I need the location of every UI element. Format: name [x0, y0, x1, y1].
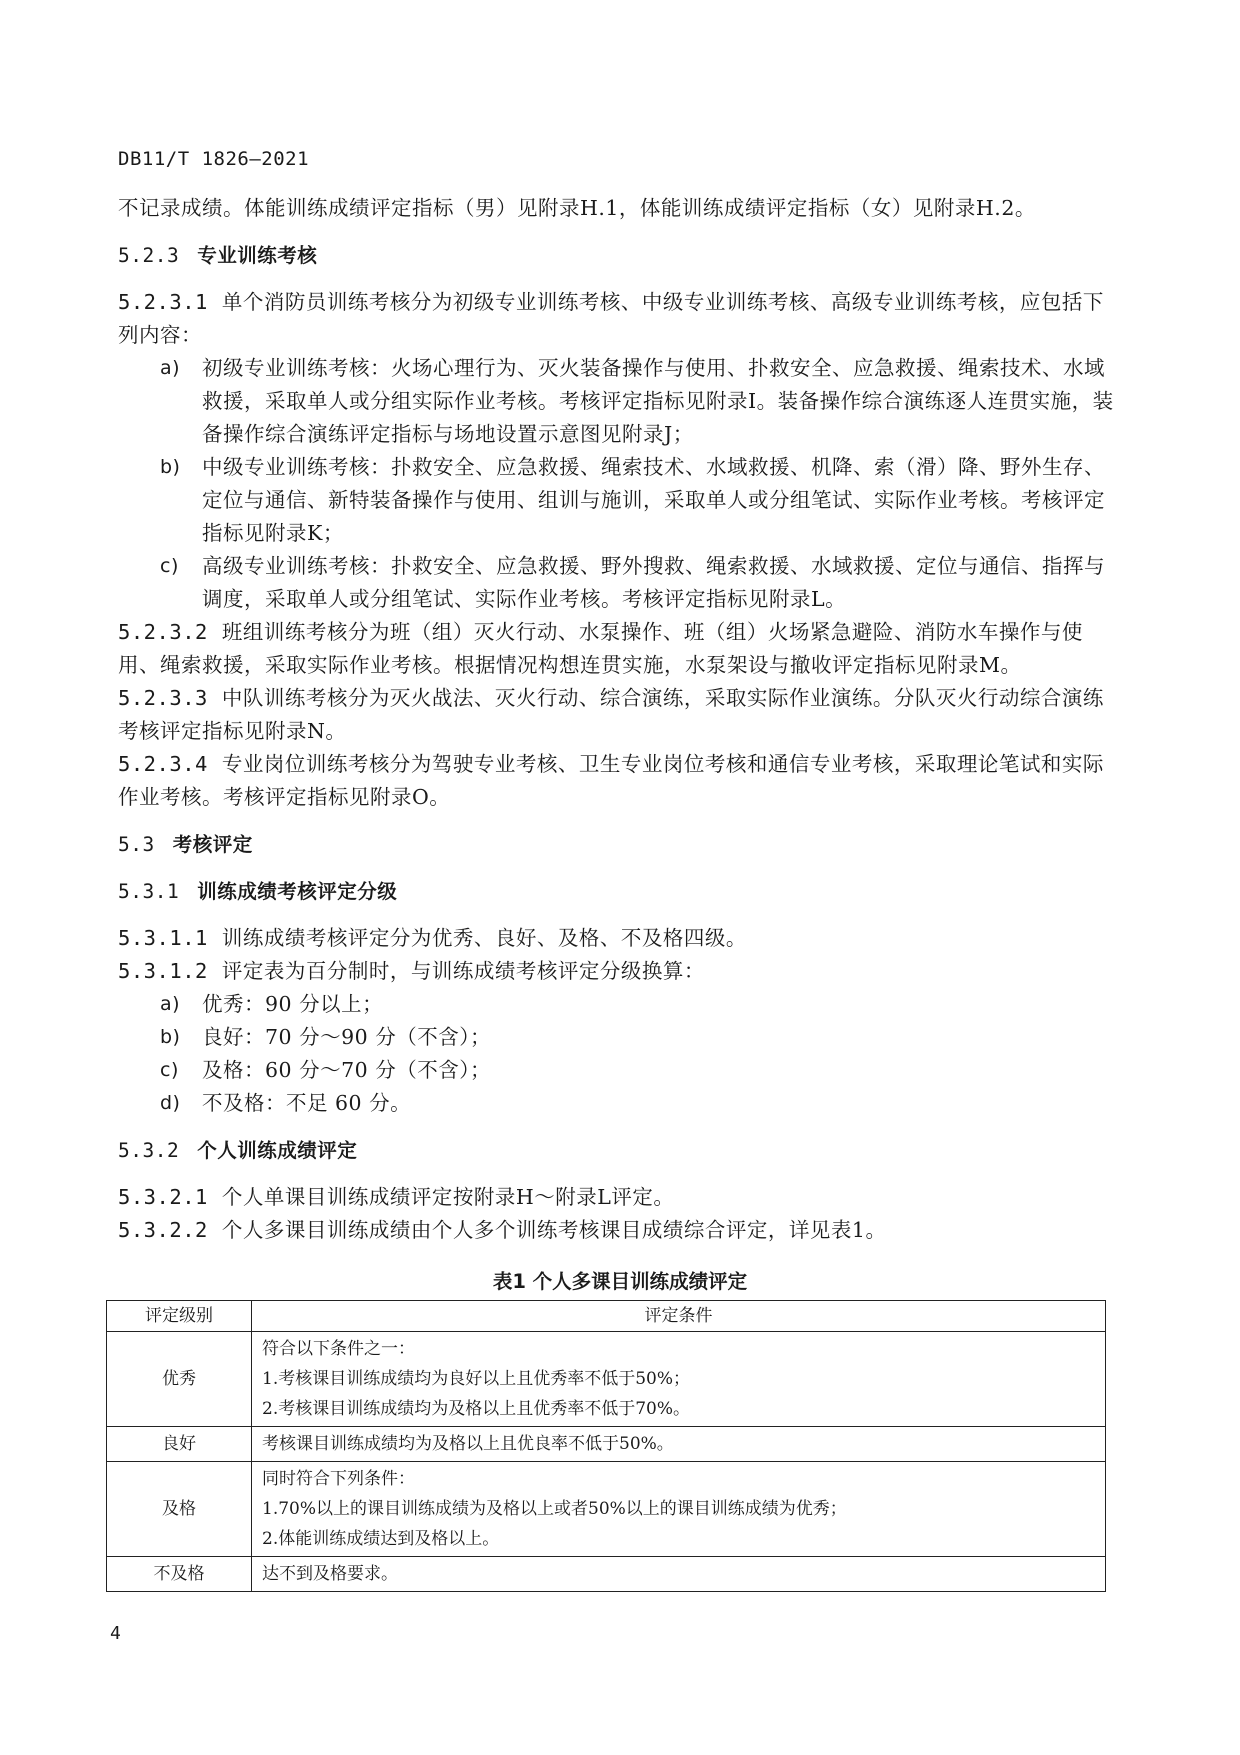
page-number: 4 — [110, 1623, 121, 1644]
clause-number: 5.3.1.2 — [118, 959, 208, 983]
body-text — [118, 192, 1118, 1247]
condition-cell — [252, 1427, 1106, 1462]
clause-text: 个人单课目训练成绩评定按附录H～附录L评定。 — [221, 1185, 675, 1209]
clause-5-2-3-2 — [118, 616, 1118, 682]
intro-line: 不记录成绩。体能训练成绩评定指标（男）见附录H.1，体能训练成绩评定指标（女）见附录H.2。 — [118, 196, 1036, 220]
section-5-2-3-heading — [118, 239, 1118, 272]
condition-line: 1.70%以上的课目训练成绩为及格以上或者50%以上的课目训练成绩为优秀； — [262, 1499, 847, 1519]
condition-line: 1.考核课目训练成绩均为良好以上且优秀率不低于50%； — [262, 1369, 691, 1389]
column-header-level: 评定级别 — [107, 1301, 252, 1332]
clause-number: 5.3.1.1 — [118, 926, 208, 950]
level-cell: 不及格 — [107, 1557, 252, 1592]
clause-number: 5.2.3.2 — [118, 620, 208, 644]
list-marker: a) — [160, 993, 181, 1015]
section-5-3-heading — [118, 828, 1118, 861]
list-item — [160, 550, 1118, 616]
clause-text: 中队训练考核分为灭火战法、灭火行动、综合演练，采取实际作业演练。分队灭火行动综合演练考核评定指标见附录N。 — [118, 686, 1104, 743]
section-number: 5.3.2 — [118, 1139, 180, 1162]
condition-line: 考核课目训练成绩均为及格以上且优良率不低于50%。 — [262, 1434, 674, 1454]
list-item — [160, 1087, 1118, 1120]
clause-text: 专业岗位训练考核分为驾驶专业考核、卫生专业岗位考核和通信专业考核，采取理论笔试和实际作业考核。考核评定指标见附录O。 — [118, 752, 1104, 809]
clause-5-3-2-1 — [118, 1181, 1118, 1214]
list-marker: b) — [160, 1026, 181, 1048]
list-text: 良好：70 分～90 分（不含）； — [202, 1025, 491, 1049]
list-text: 初级专业训练考核：火场心理行为、灭火装备操作与使用、扑救安全、应急救援、绳索技术、水域救援，采取单人或分组实际作业考核。考核评定指标见附录I。装备操作综合演练逐人连贯实施，装备操作综合演练评定指标与场地设置示意图见附录J； — [202, 356, 1114, 446]
list-item — [160, 352, 1118, 451]
condition-cell — [252, 1557, 1106, 1592]
section-number: 5.3.1 — [118, 880, 180, 903]
list-marker: b) — [160, 456, 181, 478]
clause-5-3-2-2 — [118, 1214, 1118, 1247]
section-title: 专业训练考核 — [197, 244, 318, 267]
level-cell: 良好 — [107, 1427, 252, 1462]
table-title: 表1 个人多课目训练成绩评定 — [492, 1270, 748, 1293]
clause-5-3-1-1 — [118, 922, 1118, 955]
list-marker: c) — [160, 555, 179, 577]
document-id-header: DB11/T 1826—2021 — [118, 148, 310, 170]
condition-line: 2.体能训练成绩达到及格以上。 — [262, 1529, 500, 1549]
condition-cell — [252, 1332, 1106, 1427]
level-cell: 及格 — [107, 1462, 252, 1557]
clause-text: 单个消防员训练考核分为初级专业训练考核、中级专业训练考核、高级专业训练考核，应包括下列内容： — [118, 290, 1104, 347]
clause-5-2-3-3 — [118, 682, 1118, 748]
column-header-condition: 评定条件 — [252, 1301, 1106, 1332]
clause-number: 5.2.3.4 — [118, 752, 208, 776]
clause-number: 5.2.3.3 — [118, 686, 208, 710]
condition-line: 符合以下条件之一： — [262, 1339, 415, 1359]
condition-cell — [252, 1462, 1106, 1557]
section-title: 考核评定 — [172, 833, 253, 856]
section-title: 训练成绩考核评定分级 — [197, 880, 398, 903]
list-item — [160, 988, 1118, 1021]
condition-line: 达不到及格要求。 — [262, 1564, 398, 1584]
clause-text: 个人多课目训练成绩由个人多个训练考核课目成绩综合评定，详见表1。 — [221, 1218, 887, 1242]
list-text: 高级专业训练考核：扑救安全、应急救援、野外搜救、绳索救援、水域救援、定位与通信、指挥与调度，采取单人或分组笔试、实际作业考核。考核评定指标见附录L。 — [202, 554, 1105, 611]
list-marker: a) — [160, 357, 181, 379]
clause-number: 5.3.2.2 — [118, 1218, 208, 1242]
clause-5-2-3-4 — [118, 748, 1118, 814]
section-number: 5.2.3 — [118, 244, 180, 267]
table-header-row — [107, 1301, 1106, 1332]
condition-line: 同时符合下列条件： — [262, 1469, 415, 1489]
list-marker: d) — [160, 1092, 181, 1114]
table-row — [107, 1462, 1106, 1557]
section-5-3-2-heading — [118, 1134, 1118, 1167]
level-cell: 优秀 — [107, 1332, 252, 1427]
list-text: 不及格：不足 60 分。 — [202, 1091, 412, 1115]
clause-number: 5.3.2.1 — [118, 1185, 208, 1209]
list-item — [160, 1021, 1118, 1054]
clause-text: 训练成绩考核评定分为优秀、良好、及格、不及格四级。 — [221, 926, 747, 950]
condition-line: 2.考核课目训练成绩均为及格以上且优秀率不低于70%。 — [262, 1399, 691, 1419]
table-row — [107, 1427, 1106, 1462]
clause-text: 班组训练考核分为班（组）灭火行动、水泵操作、班（组）火场紧急避险、消防水车操作与使用、绳索救援，采取实际作业考核。根据情况构想连贯实施，水泵架设与撤收评定指标见附录M。 — [118, 620, 1083, 677]
clause-5-3-1-2 — [118, 955, 1118, 988]
section-5-3-1-heading — [118, 875, 1118, 908]
list-item — [160, 451, 1118, 550]
section-number: 5.3 — [118, 833, 155, 856]
clause-5-2-3-1 — [118, 286, 1118, 352]
list-text: 及格：60 分～70 分（不含）； — [202, 1058, 491, 1082]
table-row — [107, 1557, 1106, 1592]
list-text: 中级专业训练考核：扑救安全、应急救援、绳索技术、水域救援、机降、索（滑）降、野外生存、定位与通信、新特装备操作与使用、组训与施训，采取单人或分组笔试、实际作业考核。考核评定指标见附录K； — [202, 455, 1105, 545]
list-item — [160, 1054, 1118, 1087]
clause-text: 评定表为百分制时，与训练成绩考核评定分级换算： — [221, 959, 705, 983]
section-title: 个人训练成绩评定 — [197, 1139, 358, 1162]
table-row — [107, 1332, 1106, 1427]
list-marker: c) — [160, 1059, 179, 1081]
list-text: 优秀：90 分以上； — [202, 992, 384, 1016]
evaluation-table — [106, 1300, 1106, 1592]
clause-number: 5.2.3.1 — [118, 290, 208, 314]
